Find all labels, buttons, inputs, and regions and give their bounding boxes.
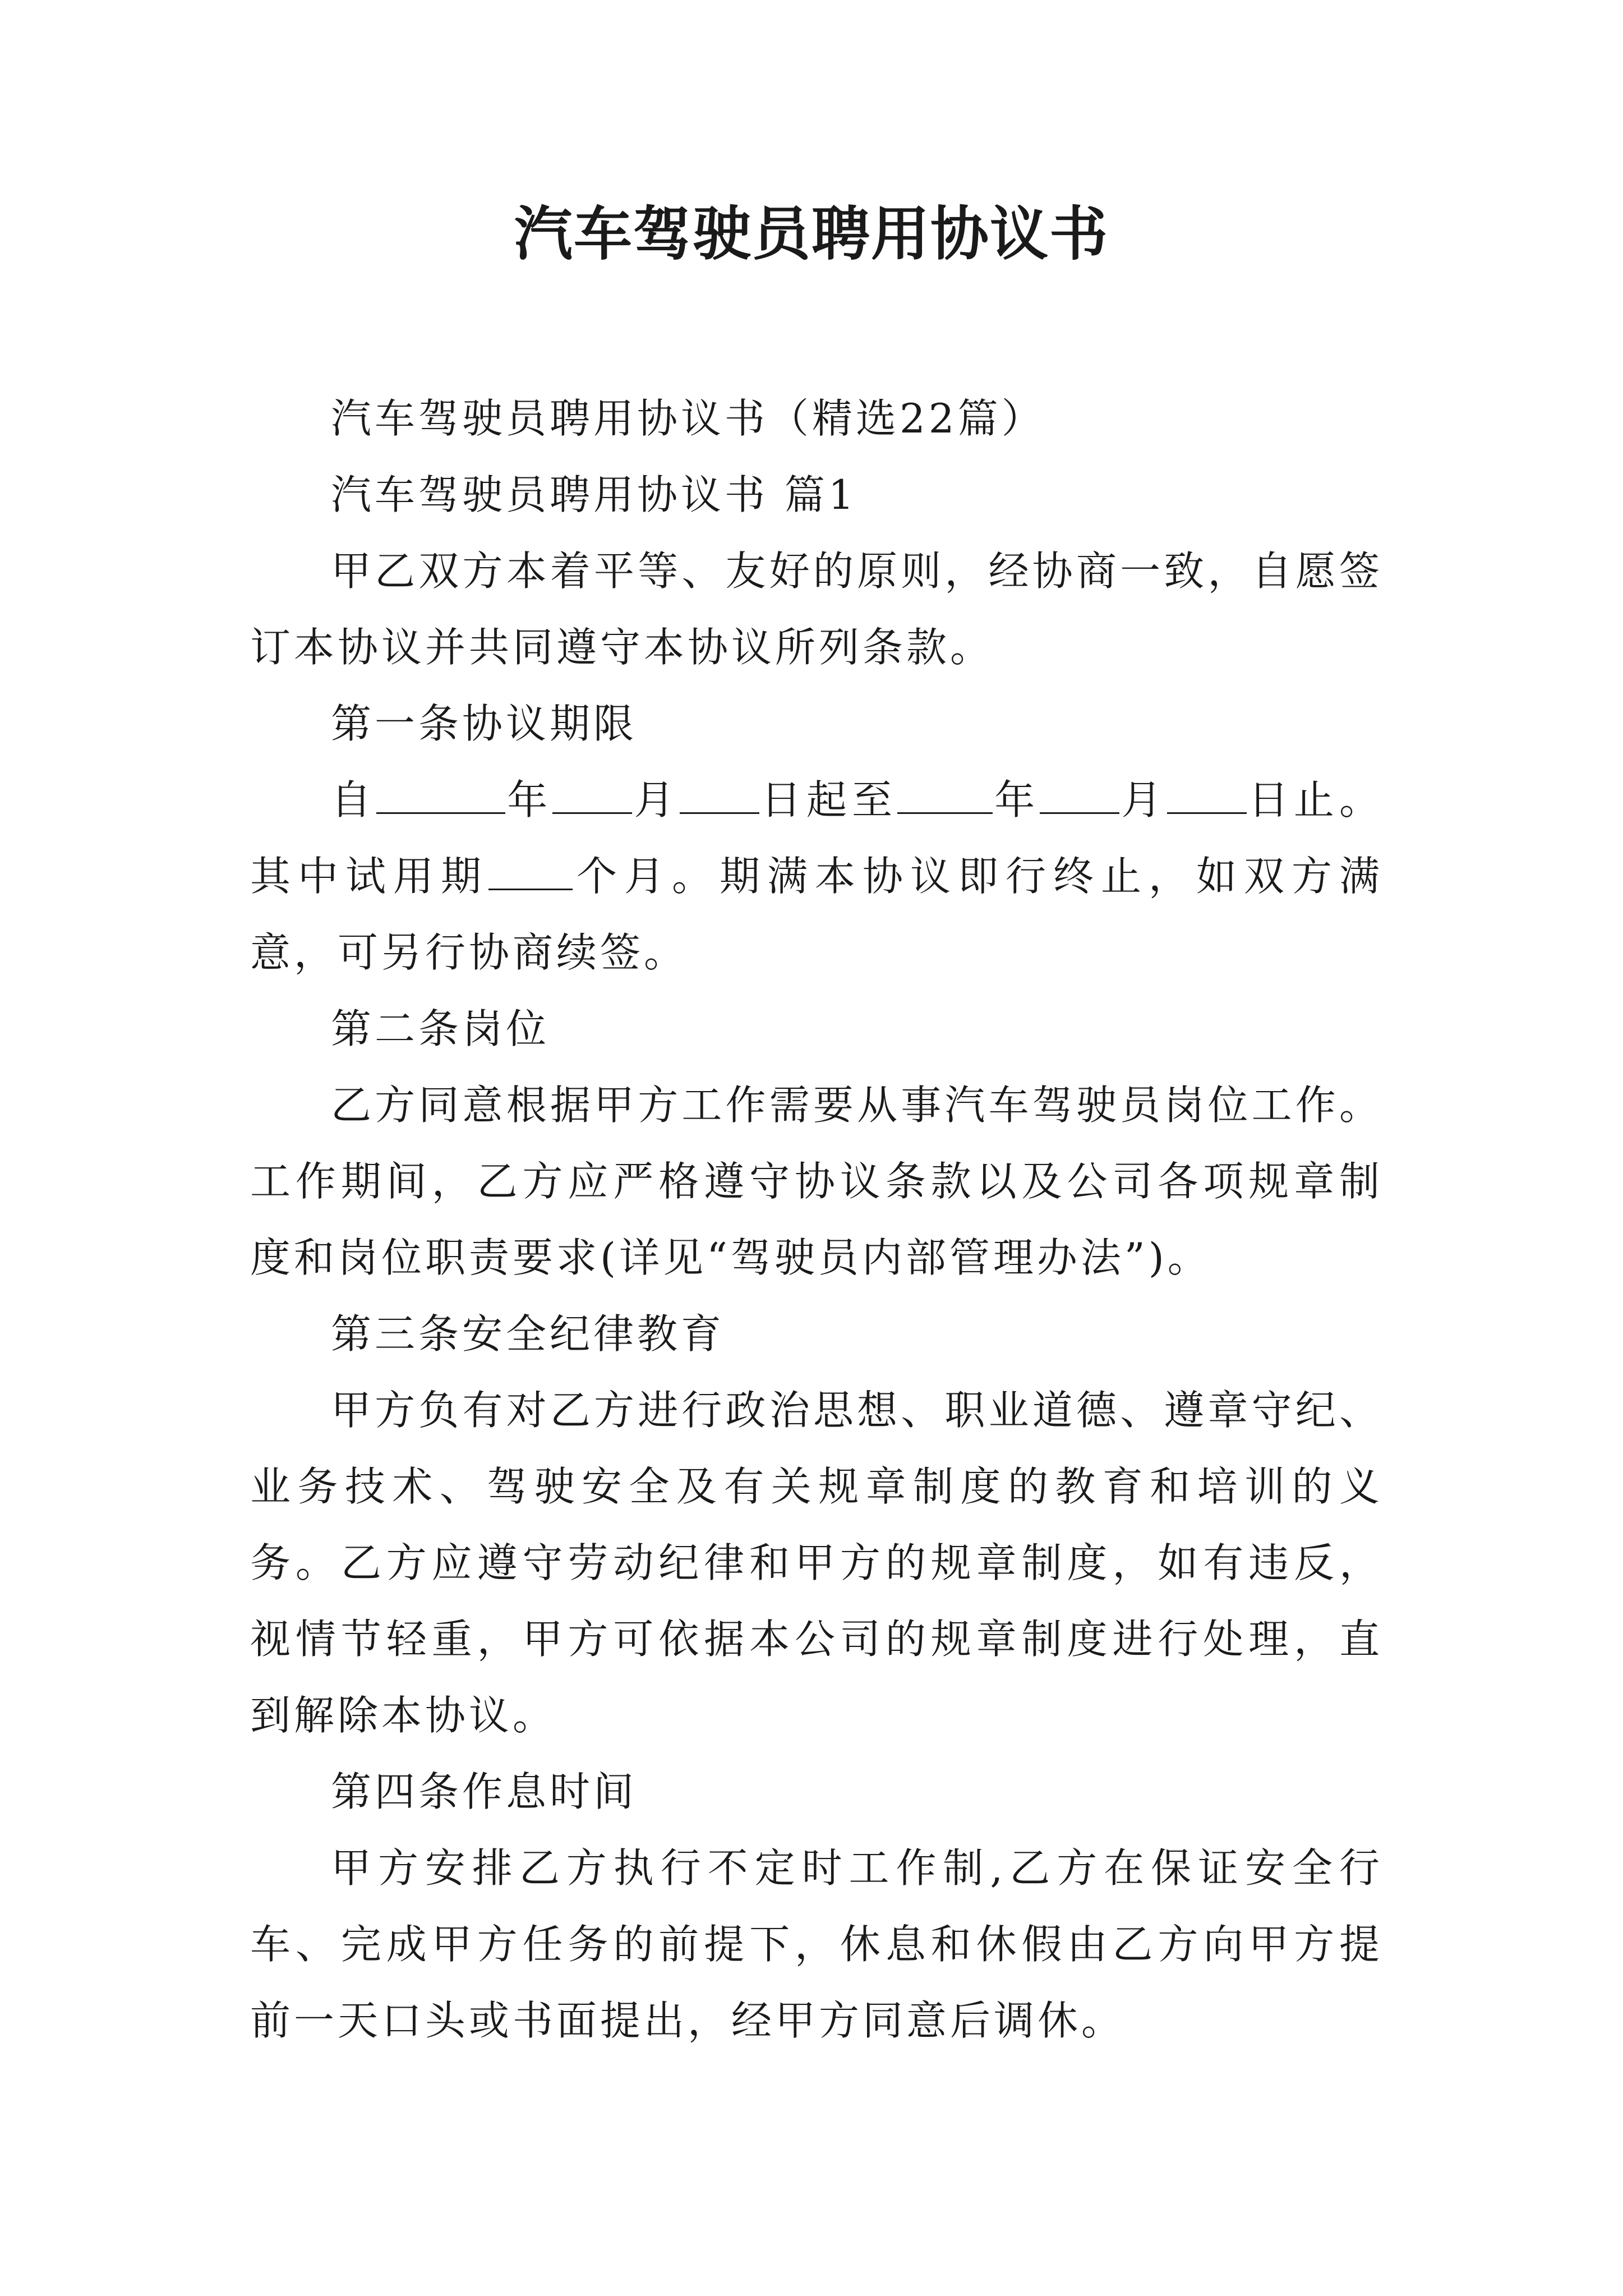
article1-text-8: 个月。期满本协议即行终止，如双方满意，可另行协商续签。 [250,853,1383,976]
intro-paragraph: 甲乙双方本着平等、友好的原则，经协商一致，自愿签订本协议并共同遵守本协议所列条款。 [250,547,1383,671]
article1-text-7: 日止。其中试用期 [250,776,1383,900]
article1-text-1: 自 [331,776,377,823]
article2-paragraph: 乙方同意根据甲方工作需要从事汽车驾驶员岗位工作。工作期间，乙方应严格遵守协议条款以及公司各项规章制度和岗位职责要求(详见“驾驶员内部管理办法”)。 [250,1082,1383,1281]
article1-heading: 第一条协议期限 [331,700,638,747]
article1-text-5: 年 [993,776,1040,823]
article3-paragraph: 甲方负有对乙方进行政治思想、职业道德、遵章守纪、业务技术、驾驶安全及有关规章制度的教育和培训的义务。乙方应遵守劳动纪律和甲方的规章制度，如有违反，视情节轻重，甲方可依据本公司的规章制度进行处理，直到解除本协议。 [250,1387,1383,1739]
article2-heading: 第二条岗位 [331,1005,550,1052]
blank-probation-months [488,856,573,890]
document-body [250,380,1383,2059]
article1-paragraph [250,762,1383,991]
article1-text-4: 日起至 [759,776,898,823]
blank-end-month [1040,780,1119,814]
article3-heading: 第三条安全纪律教育 [331,1310,725,1358]
blank-start-month [552,780,632,814]
article1-text-6: 月 [1119,776,1167,823]
document-subtitle: 汽车驾驶员聘用协议书（精选22篇） [331,395,1045,442]
article1-text-2: 年 [505,776,553,823]
article4-paragraph: 甲方安排乙方执行不定时工作制,乙方在保证安全行车、完成甲方任务的前提下，休息和休假由乙方向甲方提前一天口头或书面提出，经甲方同意后调休。 [250,1844,1383,2044]
blank-start-day [680,780,759,814]
blank-end-day [1167,780,1247,814]
blank-end-year [897,780,993,814]
article1-text-3: 月 [632,776,680,823]
article4-heading: 第四条作息时间 [331,1768,638,1815]
document-title: 汽车驾驶员聘用协议书 [514,199,1109,268]
section-heading: 汽车驾驶员聘用协议书 篇1 [331,471,857,518]
blank-start-year [376,780,505,814]
